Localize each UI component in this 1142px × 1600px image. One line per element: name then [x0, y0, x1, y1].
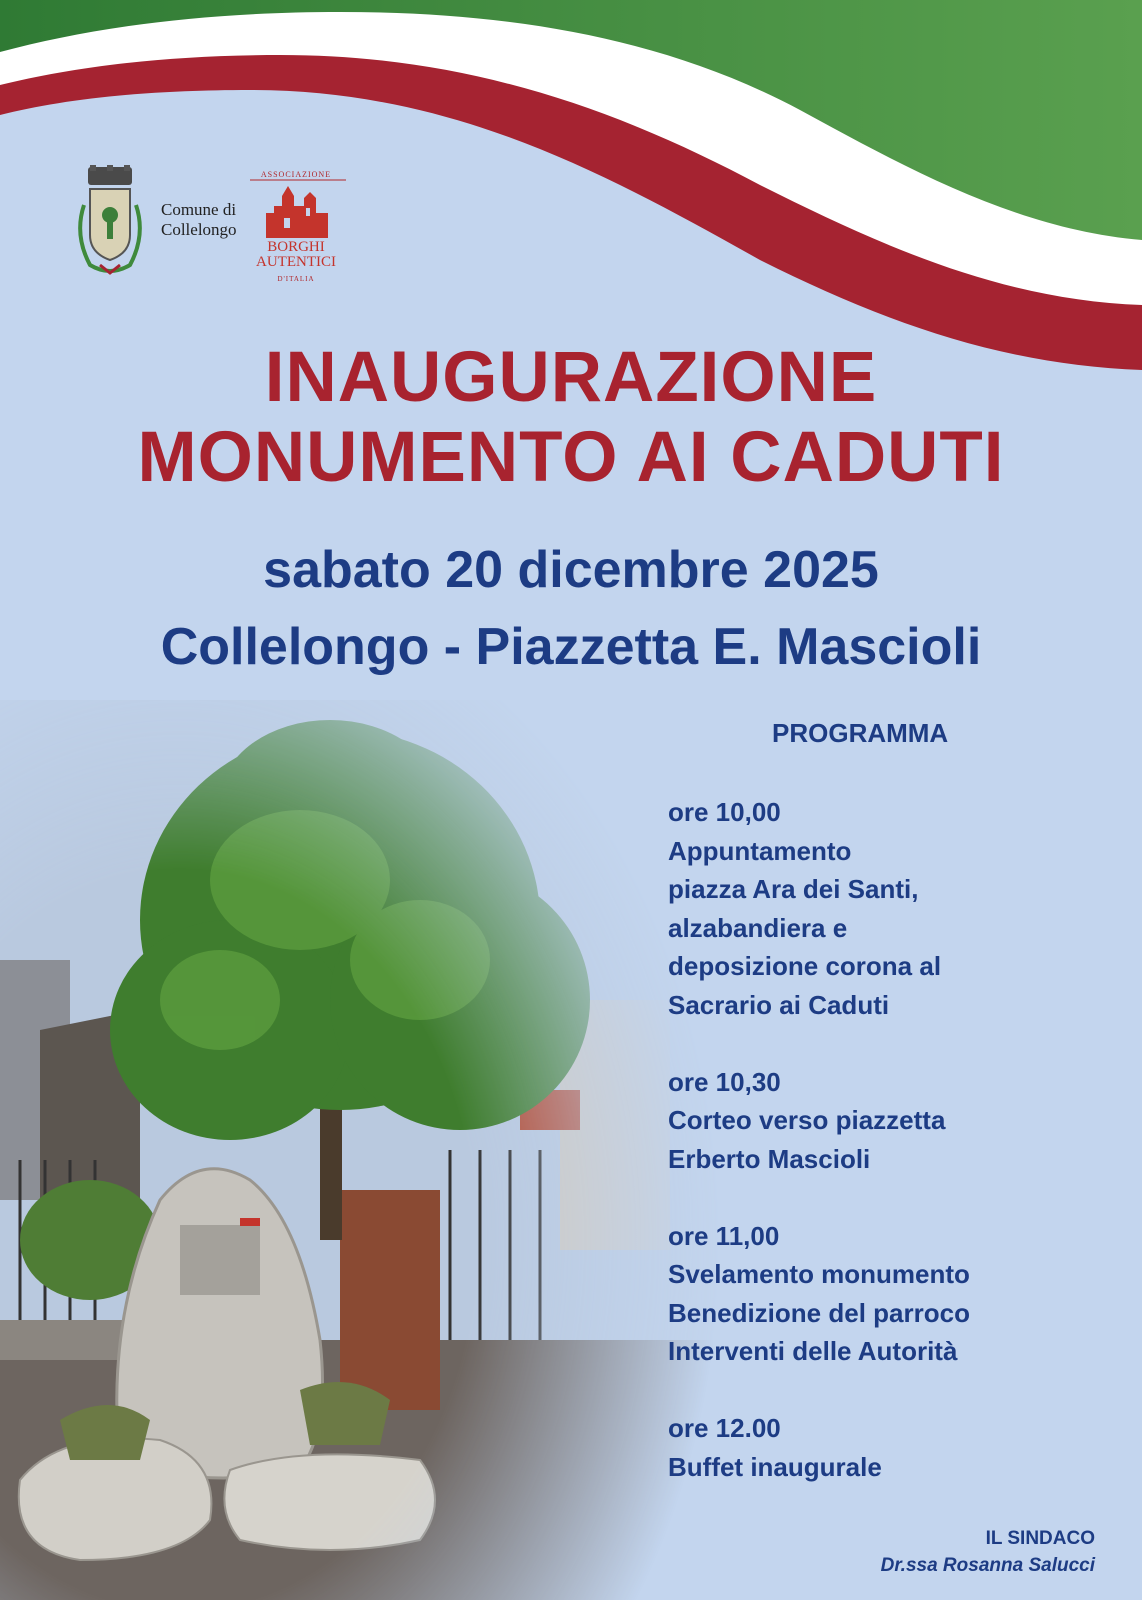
- program-item: [668, 1217, 1128, 1371]
- borghi-association-label: ASSOCIAZIONE: [260, 170, 332, 179]
- title-line2: MONUMENTO AI CADUTI: [137, 418, 1005, 497]
- program-item: [668, 793, 1128, 1024]
- event-place: Collelongo - Piazzetta E. Mascioli: [160, 618, 982, 676]
- borghi-subtitle: D'ITALIA: [277, 275, 315, 283]
- program-line: Appuntamento: [668, 835, 852, 866]
- program-line: Interventi delle Autorità: [668, 1336, 958, 1366]
- program-line: Sacrario ai Caduti: [668, 989, 890, 1020]
- program-line: Corteo verso piazzetta: [668, 1105, 946, 1135]
- program-time: ore 12.00: [668, 1413, 781, 1443]
- program-line: deposizione corona al: [668, 951, 942, 981]
- program-time: ore 10,30: [668, 1066, 781, 1097]
- program-list: [668, 793, 1128, 1525]
- program-heading: PROGRAMMA: [772, 718, 949, 748]
- signature-name: Dr.ssa Rosanna Salucci: [880, 1555, 1095, 1576]
- signature-role: IL SINDACO: [985, 1528, 1095, 1549]
- program-time: ore 10,00: [668, 797, 781, 827]
- comune-name: [161, 200, 237, 240]
- program-line: Buffet inaugurale: [668, 1451, 882, 1482]
- program-line: alzabandiera e: [668, 912, 848, 943]
- borghi-line1: BORGHI: [267, 239, 325, 255]
- borghi-name: [248, 240, 344, 270]
- title-line1: INAUGURAZIONE: [264, 338, 878, 417]
- monument-photo: [0, 700, 720, 1600]
- program-line: Svelamento monumento: [668, 1259, 970, 1289]
- borghi-line2: AUTENTICI: [256, 254, 336, 270]
- comune-line1: Comune di: [161, 200, 237, 219]
- program-item: [668, 1063, 1128, 1179]
- program-line: Erberto Mascioli: [668, 1143, 871, 1174]
- comune-coat-of-arms-icon: [70, 165, 150, 285]
- flag-wave-decoration: [0, 0, 1142, 380]
- program-line: piazza Ara dei Santi,: [668, 874, 919, 904]
- borghi-autentici-logo-icon: [248, 168, 348, 288]
- comune-line2: Collelongo: [161, 220, 237, 239]
- program-time: ore 11,00: [668, 1220, 780, 1251]
- event-date: sabato 20 dicembre 2025: [263, 541, 879, 599]
- program-line: Benedizione del parroco: [668, 1297, 970, 1328]
- program-item: [668, 1409, 1128, 1486]
